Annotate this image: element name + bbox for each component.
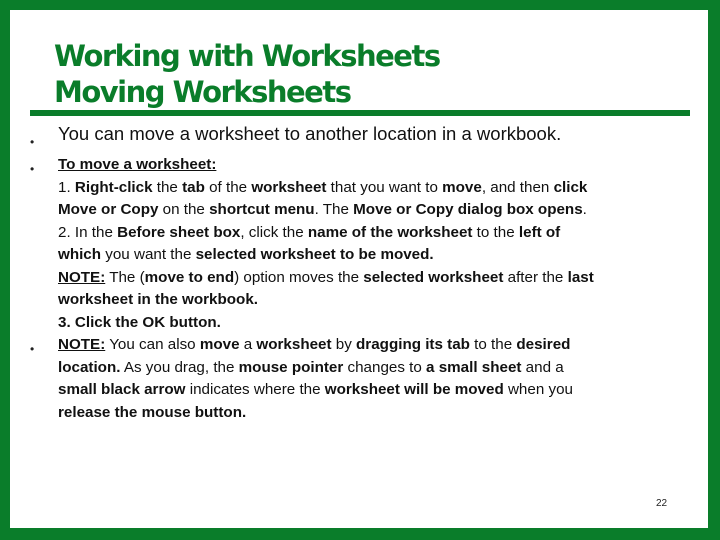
- bullet-icon: •: [30, 162, 35, 176]
- title-divider: [30, 110, 690, 116]
- step-2-line-1: 2. In the Before sheet box, click the name of the worksheet to the left of: [58, 223, 561, 241]
- note-1-line-2: worksheet in the workbook.: [58, 291, 259, 308]
- note-2-line-3: small black arrow indicates where the worksheet will be moved when you: [58, 381, 573, 398]
- step-1-line-1: 1. Right-click the tab of the worksheet that you want to move, and then click: [58, 178, 588, 196]
- bullet-item-3: [30, 334, 700, 424]
- bullet-item-2: [30, 154, 700, 334]
- note-2-line-4: release the mouse button.: [58, 403, 247, 421]
- note-1-line-1: NOTE: The (move to end) option moves the selected worksheet after the last: [58, 268, 594, 286]
- bullet-icon: •: [30, 135, 35, 149]
- page-number: 22: [656, 498, 668, 509]
- slide-title: [54, 38, 440, 110]
- steps-heading: To move a worksheet:: [58, 156, 217, 173]
- bullet-item-1: [30, 120, 700, 148]
- step-3-line: 3. Click the OK button.: [58, 313, 221, 331]
- slide-body: [30, 120, 700, 424]
- bullet-1-text: You can move a worksheet to another location in a workbook.: [58, 123, 562, 144]
- note-2-line-2: location. As you drag, the mouse pointer changes to a small sheet and a: [58, 358, 564, 376]
- title-line-2: Moving Worksheets: [54, 75, 351, 109]
- note-2-line-1: NOTE: You can also move a worksheet by dragging its tab to the desired: [58, 336, 571, 353]
- step-1-line-2: Move or Copy on the shortcut menu. The Move or Copy dialog box opens.: [58, 201, 587, 218]
- slide: [10, 10, 708, 528]
- title-line-1: Working with Worksheets: [54, 39, 440, 73]
- bullet-icon: •: [30, 342, 35, 356]
- step-2-line-2: which you want the selected worksheet to be moved.: [58, 246, 434, 263]
